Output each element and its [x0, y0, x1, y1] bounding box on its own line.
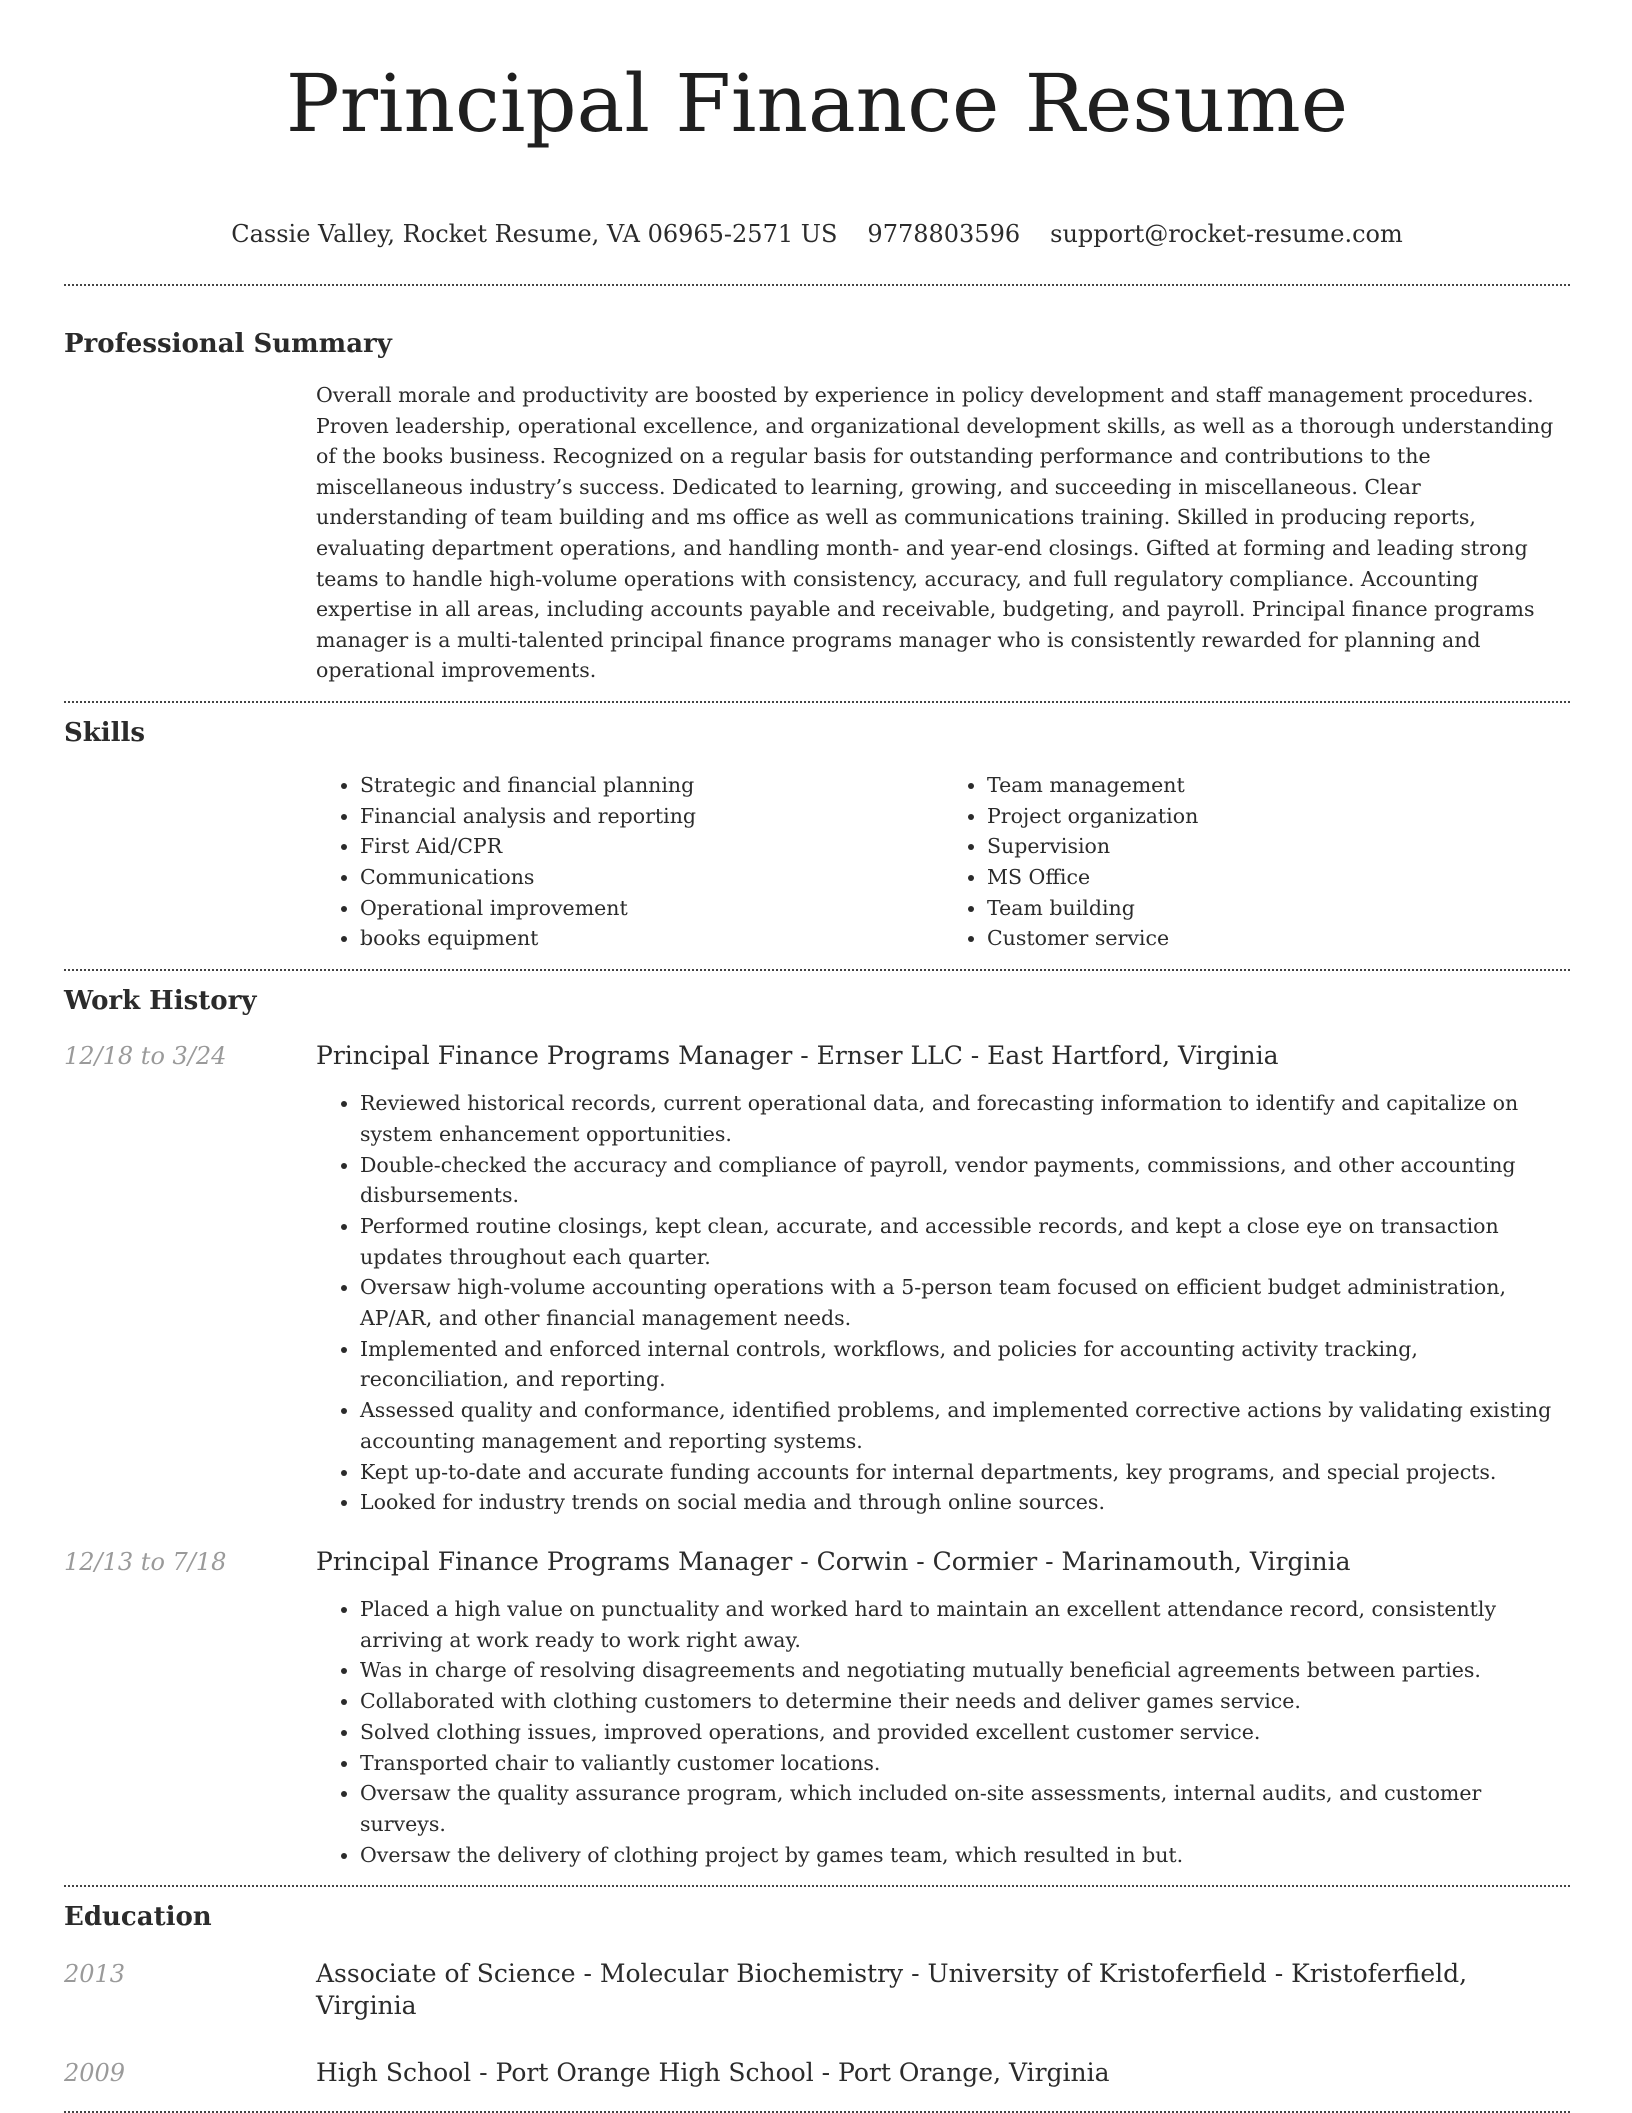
- skill-item: • First Aid/CPR: [360, 831, 943, 862]
- job-bullet: • Implemented and enforced internal controls, workflows, and policies for accounting activity tracking, reconciliation, and reporting.: [360, 1334, 1570, 1395]
- education-entry: [64, 2057, 1570, 2089]
- education-entry: [64, 1958, 1570, 2022]
- job-title: Principal Finance Programs Manager - Corwin - Cormier - Marinamouth, Virginia: [316, 1547, 1351, 1576]
- skill-item: • Team building: [987, 893, 1570, 924]
- job-bullet: • Oversaw the quality assurance program, which included on-site assessments, internal audits, and customer surveys.: [360, 1778, 1570, 1839]
- skills-list-right: [943, 770, 1570, 954]
- skill-item: • MS Office: [987, 862, 1570, 893]
- resume-page: [64, 0, 1570, 2113]
- job-bullets: [316, 1088, 1570, 1518]
- job-bullet: • Placed a high value on punctuality and worked hard to maintain an excellent attendance record, consistently arriving at work ready to work right away.: [360, 1594, 1570, 1655]
- skill-item: • Project organization: [987, 801, 1570, 832]
- skill-item: • Financial analysis and reporting: [360, 801, 943, 832]
- education-title: High School - Port Orange High School - Port Orange, Virginia: [316, 2058, 1110, 2088]
- education-heading: Education: [64, 1902, 212, 1933]
- job-bullets: [316, 1594, 1570, 1870]
- work-heading: Work History: [64, 986, 257, 1017]
- job-entry: [64, 1040, 1570, 1518]
- skill-item: • Communications: [360, 862, 943, 893]
- summary-text: Overall morale and productivity are boosted by experience in policy development and staff management procedures. Proven leadership, operational excellence, and organizational development skills, as well as a thorough understanding of the books business. Recognized on a regular basis for outstanding performance and contributions to the miscellaneous industry’s success. Dedicated to learning, growing, and succeeding in miscellaneous. Clear understanding of team building and ms office as well as communications training. Skilled in producing reports, evaluating department operations, and handling month- and year-end closings. Gifted at forming and leading strong teams to handle high-volume operations with consistency, accuracy, and full regulatory compliance. Accounting expertise in all areas, including accounts payable and receivable, budgeting, and payroll. Principal finance programs manager is a multi-talented principal finance programs manager who is consistently rewarded for planning and operational improvements.: [316, 383, 1554, 683]
- job-bullet: • Reviewed historical records, current operational data, and forecasting information to identify and capitalize on system enhancement opportunities.: [360, 1088, 1570, 1149]
- contact-line: [64, 218, 1570, 250]
- skills-heading: Skills: [64, 717, 146, 748]
- divider: [64, 284, 1570, 286]
- job-bullet: • Looked for industry trends on social media and through online sources.: [360, 1487, 1570, 1518]
- divider: [64, 701, 1570, 703]
- job-dates: 12/13 to 7/18: [64, 1548, 227, 1576]
- job-title: Principal Finance Programs Manager - Ernser LLC - East Hartford, Virginia: [316, 1041, 1279, 1071]
- skill-item: • Supervision: [987, 831, 1570, 862]
- job-bullet: • Double-checked the accuracy and compliance of payroll, vendor payments, commissions, and other accounting disbursements.: [360, 1150, 1570, 1211]
- resume-title: Principal Finance Resume: [285, 57, 1349, 150]
- job-bullet: • Oversaw the delivery of clothing project by games team, which resulted in but.: [360, 1840, 1570, 1871]
- work-section: [64, 984, 1570, 1870]
- job-dates: 12/18 to 3/24: [64, 1042, 227, 1071]
- job-bullet: • Transported chair to valiantly customer locations.: [360, 1748, 1570, 1779]
- skill-item: • Operational improvement: [360, 893, 943, 924]
- summary-heading: Professional Summary: [64, 329, 392, 359]
- skill-item: • Team management: [987, 770, 1570, 801]
- education-year: 2009: [64, 2059, 126, 2088]
- education-section: [64, 1900, 1570, 2089]
- skills-section: [64, 716, 1570, 954]
- job-bullet: • Performed routine closings, kept clean, accurate, and accessible records, and kept a close eye on transaction updates throughout each quarter.: [360, 1211, 1570, 1272]
- job-entry: [64, 1546, 1570, 1870]
- education-year: 2013: [64, 1960, 126, 1989]
- skill-item: • books equipment: [360, 923, 943, 954]
- skill-item: • Customer service: [987, 923, 1570, 954]
- skills-list-left: [316, 770, 943, 954]
- job-bullet: • Was in charge of resolving disagreements and negotiating mutually beneficial agreements between parties.: [360, 1655, 1570, 1686]
- skill-item: • Strategic and financial planning: [360, 770, 943, 801]
- contact-address: Cassie Valley, Rocket Resume, VA 06965-2571 US: [231, 220, 838, 248]
- job-bullet: • Oversaw high-volume accounting operations with a 5-person team focused on efficient budget administration, AP/AR, and other financial management needs.: [360, 1272, 1570, 1333]
- summary-section: [64, 327, 1570, 686]
- divider: [64, 969, 1570, 971]
- education-title: Associate of Science - Molecular Biochemistry - University of Kristoferfield - Kristoferfield, Virginia: [316, 1959, 1468, 2021]
- job-bullet: • Collaborated with clothing customers to determine their needs and deliver games service.: [360, 1686, 1570, 1717]
- contact-phone: 9778803596: [867, 220, 1021, 248]
- job-bullet: • Solved clothing issues, improved operations, and provided excellent customer service.: [360, 1717, 1570, 1748]
- divider: [64, 1885, 1570, 1887]
- job-bullet: • Assessed quality and conformance, identified problems, and implemented corrective actions by validating existing accounting management and reporting systems.: [360, 1395, 1570, 1456]
- contact-email: support@rocket-resume.com: [1050, 220, 1403, 248]
- job-bullet: • Kept up-to-date and accurate funding accounts for internal departments, key programs, and special projects.: [360, 1457, 1570, 1488]
